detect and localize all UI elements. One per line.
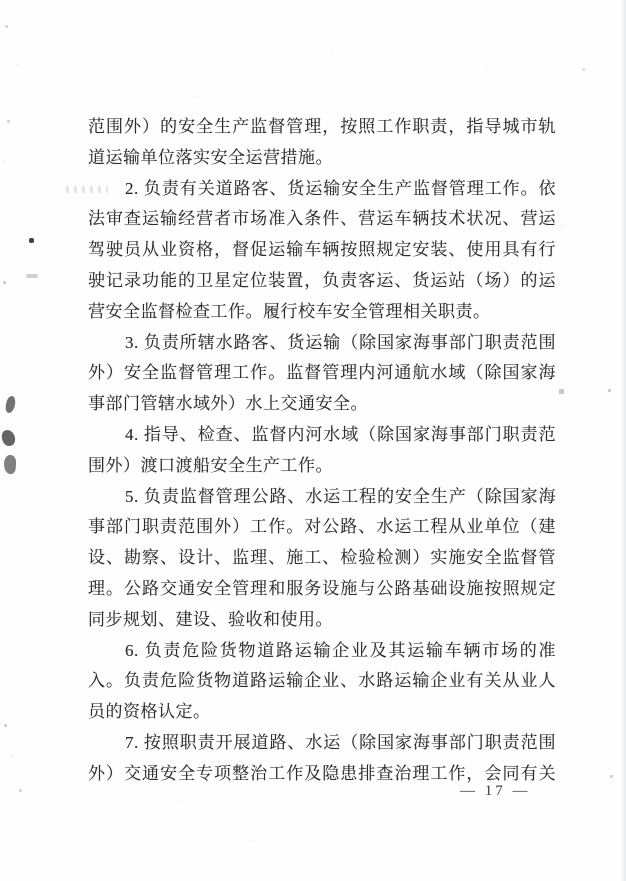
text-line: 入。负责危险货物道路运输企业、水路运输企业有关从业人 [88,671,556,691]
text-line: 理。公路交通安全管理和服务设施与公路基础设施按照规定 [88,578,556,598]
text-line: 围外）渡口渡船安全生产工作。 [88,455,333,475]
text-line: 外）交通安全专项整治工作及隐患排查治理工作，会同有关 [88,763,556,783]
text-line: 设、勘察、设计、监理、施工、检验检测）实施安全监督管 [88,548,556,568]
scan-noise [0,0,1,1]
text-line: 营安全监督检查工作。履行校车安全管理相关职责。 [88,301,491,321]
text-line: 6. 负责危险货物道路运输企业及其运输车辆市场的准 [125,640,556,660]
text-line: 道运输单位落实安全运营措施。 [88,147,333,167]
text-line: 驶记录功能的卫星定位装置，负责客运、货运站（场）的运 [88,270,556,290]
text-line: 2. 负责有关道路客、货运输安全生产监督管理工作。依 [125,178,556,198]
text-line: 事部门职责范围外）工作。对公路、水运工程从业单位（建 [88,517,556,537]
text-line: 5. 负责监督管理公路、水运工程的安全生产（除国家海 [125,486,556,506]
text-line: 7. 按照职责开展道路、水运（除国家海事部门职责范围 [125,732,556,752]
page-number: — 17 — [460,783,531,799]
ink-smudge [5,395,16,413]
text-line: 事部门管辖水域外）水上交通安全。 [88,394,368,414]
text-line: 3. 负责所辖水路客、货运输（除国家海事部门职责范围 [125,332,556,352]
scan-edge-shadow [621,0,626,881]
text-line: 法审查运输经营者市场准入条件、营运车辆技术状况、营运 [88,209,556,229]
document-body [88,112,556,790]
text-line: 员的资格认定。 [88,702,211,722]
ink-smudge [26,274,38,278]
text-line: 同步规划、建设、验收和使用。 [88,609,333,629]
text-line: 4. 指导、检查、监督内河水域（除国家海事部门职责范 [125,424,556,444]
ink-smudge [3,455,16,475]
ink-smudge [1,429,16,446]
text-line: 驾驶员从业资格，督促运输车辆按照规定安装、使用具有行 [88,240,556,260]
scan-noise [66,186,108,193]
ink-smudge [29,238,34,243]
text-line: 外）安全监督管理工作。监督管理内河通航水域（除国家海 [88,363,556,383]
text-line: 范围外）的安全生产监督管理，按照工作职责，指导城市轨 [88,117,556,136]
